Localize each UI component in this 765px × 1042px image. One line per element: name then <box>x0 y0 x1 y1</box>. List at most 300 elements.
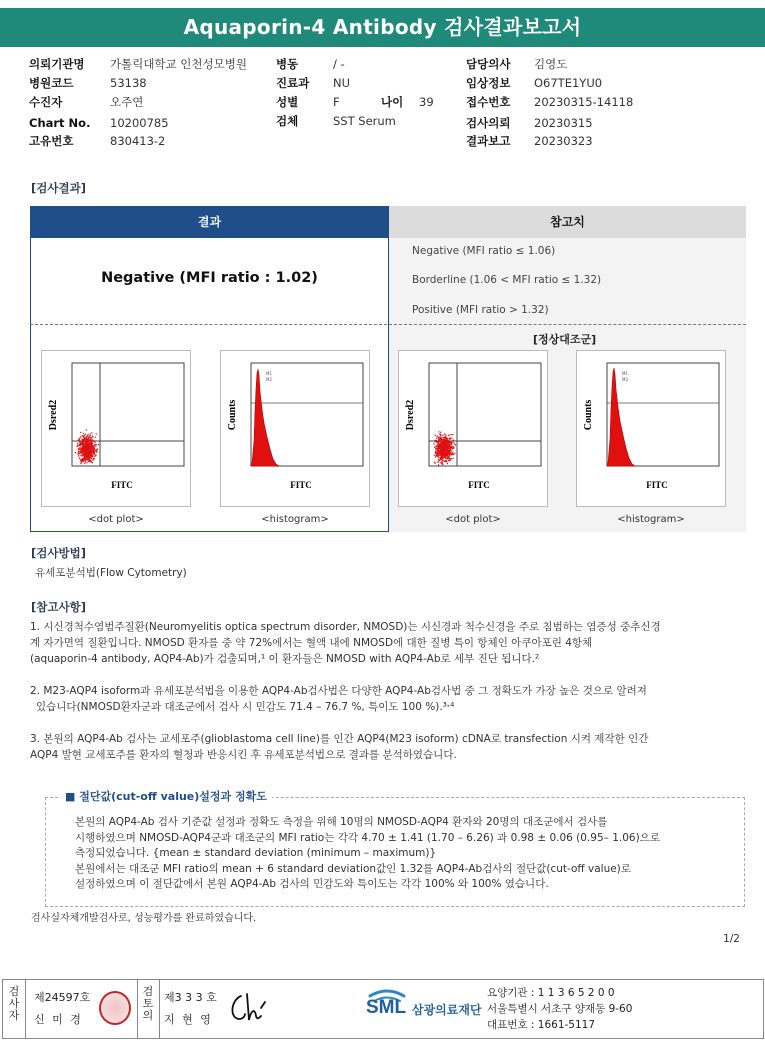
scatter-dot <box>448 442 449 443</box>
scatter-dot <box>444 439 445 440</box>
normal-control-label: [정상대조군] <box>533 333 597 346</box>
cutoff-title: ■ 절단값(cut-off value)설정과 정확도 <box>60 788 272 804</box>
scatter-dot <box>444 447 445 448</box>
scatter-dot <box>441 457 442 458</box>
cutoff-line-2: 시행하였으며 NMOSD-AQP4군과 대조군의 MFI ratio는 각각 4.70 ± 1.41 (1.70 – 6.26) 과 0.98 ± 0.06 (0.95– 1.06)으로 <box>75 831 660 844</box>
scatter-dot <box>455 444 456 445</box>
scatter-dot <box>84 452 85 453</box>
scatter-dot <box>444 450 445 451</box>
scatter-dot <box>77 443 78 444</box>
scatter-dot <box>84 448 85 449</box>
reference-borderline: Borderline (1.06 < MFI ratio ≤ 1.32) <box>412 274 602 286</box>
scatter-dot <box>448 460 449 461</box>
scatter-dot <box>441 454 442 455</box>
histogram-xlabel: FITC <box>290 480 312 490</box>
note-3-line-1: 3. 본원의 AQP4-Ab 검사는 교세포주(glioblastoma cell line)를 인간 AQP4(M23 isoform) cDNA로 transfection 시켜 제작한 인간 <box>30 733 649 745</box>
scatter-dot <box>439 452 440 453</box>
receipt-value: 20230315-14118 <box>534 95 634 109</box>
request-label: 검사의뢰 <box>466 116 511 130</box>
scatter-dot <box>93 454 94 455</box>
dot-plot-xlabel: FITC <box>111 480 133 490</box>
scatter-dot <box>86 462 87 463</box>
scatter-dot <box>438 443 439 444</box>
scatter-dot <box>448 435 449 436</box>
scatter-dot <box>80 463 81 464</box>
scatter-dot <box>83 437 84 438</box>
scatter-dot <box>82 450 83 451</box>
company-phone: 대표번호 : 1661-5117 <box>487 1019 596 1031</box>
scatter-dot <box>446 442 447 443</box>
scatter-dot <box>438 437 439 438</box>
dot-plot-patient <box>41 350 191 507</box>
dot-cluster <box>75 429 100 464</box>
scatter-dot <box>80 455 81 456</box>
scatter-dot <box>443 444 444 445</box>
report-title: Aquaporin-4 Antibody 검사결과보고서 <box>0 8 765 47</box>
scatter-dot <box>435 440 436 441</box>
scatter-dot <box>91 447 92 448</box>
doctor-value: 김영도 <box>534 57 568 71</box>
scatter-dot <box>86 429 87 430</box>
scatter-dot <box>86 436 87 437</box>
examiner-name: 신 미 경 <box>34 1013 83 1026</box>
scatter-dot <box>86 451 87 452</box>
scatter-dot <box>85 451 86 452</box>
scatter-dot <box>81 461 82 462</box>
reference-negative: Negative (MFI ratio ≤ 1.06) <box>412 245 556 257</box>
scatter-dot <box>442 437 443 438</box>
ward-label: 병동 <box>276 57 299 71</box>
scatter-dot <box>435 435 436 436</box>
scatter-dot <box>82 455 83 456</box>
scatter-dot <box>75 452 76 453</box>
scatter-dot <box>82 443 83 444</box>
report-value: 20230323 <box>534 134 593 148</box>
scatter-dot <box>77 445 78 446</box>
scatter-dot <box>441 460 442 461</box>
scatter-dot <box>451 437 452 438</box>
company-code: 요양기관 : 1 1 3 6 5 2 0 0 <box>487 987 615 999</box>
company-name: 삼광의료재단 <box>412 1003 482 1017</box>
dot-plot-ylabel: Dsred2 <box>405 399 416 431</box>
dept-value: NU <box>333 76 351 90</box>
scatter-dot <box>439 444 440 445</box>
age-value: 39 <box>419 95 434 109</box>
scatter-dot <box>439 446 440 447</box>
histogram-xlabel: FITC <box>646 480 668 490</box>
scatter-dot <box>83 451 84 452</box>
unique-no-value: 830413-2 <box>110 134 166 148</box>
hospital-code-label: 병원코드 <box>29 76 74 90</box>
histogram-patient <box>220 350 370 507</box>
scatter-dot <box>442 446 443 447</box>
scatter-dot <box>453 454 454 455</box>
scatter-dot <box>452 442 453 443</box>
ward-value: / - <box>333 57 345 71</box>
scatter-dot <box>438 431 439 432</box>
scatter-dot <box>91 441 92 442</box>
scatter-dot <box>438 448 439 449</box>
scatter-dot <box>85 461 86 462</box>
scatter-dot <box>79 458 80 459</box>
scatter-dot <box>88 448 89 449</box>
scatter-dot <box>98 444 99 445</box>
scatter-dot <box>435 441 436 442</box>
dot-plot-xlabel: FITC <box>468 480 490 490</box>
method-text: 유세포분석법(Flow Cytometry) <box>35 567 187 579</box>
sex-value: F <box>333 95 340 109</box>
specimen-label: 검체 <box>276 114 299 128</box>
scatter-dot <box>437 461 438 462</box>
scatter-dot <box>446 447 447 448</box>
scatter-dot <box>91 461 92 462</box>
scatter-dot <box>86 459 87 460</box>
scatter-dot <box>82 459 83 460</box>
scatter-dot <box>444 448 445 449</box>
scatter-dot <box>444 455 445 456</box>
scatter-dot <box>78 440 79 441</box>
page-number: 1/2 <box>723 933 740 945</box>
scatter-dot <box>444 460 445 461</box>
scatter-dot <box>92 456 93 457</box>
scatter-dot <box>441 463 442 464</box>
scatter-dot <box>452 452 453 453</box>
recipient-label: 수진자 <box>29 95 63 109</box>
scatter-dot <box>437 444 438 445</box>
scatter-dot <box>84 441 85 442</box>
age-label: 나이 <box>381 95 404 109</box>
scatter-dot <box>451 447 452 448</box>
doctor-label: 담당의사 <box>466 57 511 71</box>
scatter-dot <box>90 443 91 444</box>
receipt-label: 접수번호 <box>466 95 511 109</box>
svg-text:M1: M1 <box>266 371 272 376</box>
dept-label: 진료과 <box>276 76 310 90</box>
svg-text:M2: M2 <box>622 377 628 382</box>
scatter-dot <box>436 448 437 449</box>
scatter-dot <box>434 447 435 448</box>
dot-cluster <box>434 431 457 466</box>
scatter-dot <box>83 435 84 436</box>
scatter-dot <box>83 460 84 461</box>
examiner-license: 제24597호 <box>34 991 91 1004</box>
scatter-dot <box>434 462 435 463</box>
scatter-dot <box>445 458 446 459</box>
histogram-caption: <histogram> <box>617 514 685 525</box>
scatter-dot <box>80 432 81 433</box>
scatter-dot <box>91 440 92 441</box>
reference-positive: Positive (MFI ratio > 1.32) <box>412 304 549 316</box>
scatter-dot <box>95 446 96 447</box>
scatter-dot <box>441 446 442 447</box>
scatter-dot <box>450 434 451 435</box>
scatter-dot <box>90 451 91 452</box>
scatter-dot <box>92 449 93 450</box>
histogram-peak <box>607 368 635 466</box>
scatter-dot <box>87 434 88 435</box>
confirmer-vertical-label: 검 토 의 <box>142 985 154 1022</box>
scatter-dot <box>85 446 86 447</box>
scatter-dot <box>88 446 89 447</box>
scatter-dot <box>90 433 91 434</box>
note-1-line-3: (aquaporin-4 antibody, AQP4-Ab)가 검출되며,¹ 이 환자들은 NMOSD with AQP4-Ab로 세부 진단 됩니다.² <box>30 653 540 665</box>
scatter-dot <box>89 457 90 458</box>
chart-value: 10200785 <box>110 116 169 130</box>
scatter-dot <box>437 453 438 454</box>
scatter-dot <box>84 463 85 464</box>
scatter-dot <box>88 441 89 442</box>
scatter-dot <box>449 453 450 454</box>
scatter-dot <box>80 436 81 437</box>
scatter-dot <box>434 443 435 444</box>
cutoff-line-5: 설정하였으며 이 절단값에서 본원 AQP4-Ab 검사의 민감도와 특이도는 각각 100% 와 100% 였습니다. <box>75 878 549 890</box>
scatter-dot <box>449 450 450 451</box>
scatter-dot <box>450 458 451 459</box>
scatter-dot <box>446 458 447 459</box>
scatter-dot <box>450 446 451 447</box>
scatter-dot <box>438 464 439 465</box>
dot-plot-caption: <dot plot> <box>445 514 501 525</box>
scatter-dot <box>81 453 82 454</box>
scatter-dot <box>90 446 91 447</box>
scatter-dot <box>452 434 453 435</box>
reference-header: 참고치 <box>389 206 746 238</box>
scatter-dot <box>435 452 436 453</box>
scatter-dot <box>441 441 442 442</box>
scatter-dot <box>79 452 80 453</box>
scatter-dot <box>85 455 86 456</box>
scatter-dot <box>438 438 439 439</box>
scatter-dot <box>90 442 91 443</box>
svg-text:M2: M2 <box>266 377 272 382</box>
specimen-value: SST Serum <box>333 114 396 128</box>
scatter-dot <box>88 458 89 459</box>
institution-value: 가톨릭대학교 인천성모병원 <box>110 57 247 71</box>
scatter-dot <box>436 446 437 447</box>
scatter-dot <box>447 463 448 464</box>
clinical-label: 임상정보 <box>466 76 511 90</box>
clinical-value: O67TE1YU0 <box>534 76 603 90</box>
scatter-dot <box>92 443 93 444</box>
scatter-dot <box>444 443 445 444</box>
scatter-dot <box>89 450 90 451</box>
scatter-dot <box>441 453 442 454</box>
scatter-dot <box>80 437 81 438</box>
institution-label: 의뢰기관명 <box>29 57 85 71</box>
sex-label: 성별 <box>276 95 299 109</box>
scatter-dot <box>89 440 90 441</box>
scatter-dot <box>444 433 445 434</box>
scatter-dot <box>91 432 92 433</box>
scatter-dot <box>96 449 97 450</box>
notes-section-title: [참고사항] <box>31 600 86 614</box>
scatter-dot <box>84 454 85 455</box>
scatter-dot <box>82 458 83 459</box>
company-address: 서울특별시 서초구 양재동 9-60 <box>487 1003 633 1015</box>
scatter-dot <box>78 455 79 456</box>
result-header: 결과 <box>30 206 389 238</box>
examiner-vertical-label: 검 사 자 <box>8 985 20 1022</box>
scatter-dot <box>449 439 450 440</box>
scatter-dot <box>88 452 89 453</box>
signature-icon <box>225 988 269 1028</box>
scatter-dot <box>94 442 95 443</box>
scatter-dot <box>90 439 91 440</box>
note-2-line-2: 있습니다(NMOSD환자군과 대조군에서 검사 시 민감도 71.4 – 76.7 %, 특이도 100 %).³˒⁴ <box>36 701 455 713</box>
scatter-dot <box>78 445 79 446</box>
scatter-dot <box>91 454 92 455</box>
scatter-dot <box>88 437 89 438</box>
scatter-dot <box>454 453 455 454</box>
scatter-dot <box>95 437 96 438</box>
scatter-dot <box>452 458 453 459</box>
scatter-dot <box>82 439 83 440</box>
scatter-dot <box>439 434 440 435</box>
scatter-dot <box>85 439 86 440</box>
scatter-dot <box>441 444 442 445</box>
company-logo-text: SML <box>366 997 407 1018</box>
note-1-line-2: 계 자가면역 질환입니다. NMOSD 환자를 중 약 72%에서는 혈액 내에 NMOSD에 대한 질병 특이 항체인 아쿠아포린 4항체 <box>30 637 593 649</box>
histogram-control <box>576 350 726 507</box>
scatter-dot <box>83 433 84 434</box>
scatter-dot <box>96 452 97 453</box>
scatter-dot <box>453 439 454 440</box>
scatter-dot <box>438 454 439 455</box>
scatter-dot <box>449 448 450 449</box>
examiner-seal-icon <box>99 991 131 1025</box>
scatter-dot <box>446 461 447 462</box>
note-3-line-2: AQP4 발현 교세포주를 환자의 혈청과 반응시킨 후 유세포분석법으로 결과를 분석하였습니다. <box>30 749 457 761</box>
scatter-dot <box>86 439 87 440</box>
cutoff-line-4: 본원에서는 대조군 MFI ratio의 mean + 6 standard deviation값인 1.32를 AQP4-Ab검사의 절단값(cut-off value)로 <box>75 862 631 875</box>
scatter-dot <box>88 456 89 457</box>
scatter-dot <box>83 453 84 454</box>
scatter-dot <box>80 448 81 449</box>
scatter-dot <box>446 449 447 450</box>
histogram-peak <box>251 369 279 466</box>
method-section-title: [검사방법] <box>31 546 86 560</box>
scatter-dot <box>92 452 93 453</box>
scatter-dot <box>442 442 443 443</box>
scatter-dot <box>89 454 90 455</box>
scatter-dot <box>81 444 82 445</box>
chart-label: Chart No. <box>29 116 91 130</box>
scatter-dot <box>96 433 97 434</box>
hospital-code-value: 53138 <box>110 76 147 90</box>
scatter-dot <box>448 457 449 458</box>
scatter-dot <box>439 450 440 451</box>
scatter-dot <box>96 444 97 445</box>
scatter-dot <box>81 442 82 443</box>
scatter-dot <box>447 455 448 456</box>
svg-text:M1: M1 <box>622 371 628 376</box>
recipient-value: 오주연 <box>110 95 144 109</box>
scatter-dot <box>94 452 95 453</box>
scatter-dot <box>78 452 79 453</box>
histogram-ylabel: Counts <box>227 399 238 431</box>
scatter-dot <box>85 434 86 435</box>
scatter-dot <box>436 438 437 439</box>
scatter-dot <box>440 432 441 433</box>
scatter-dot <box>445 456 446 457</box>
scatter-dot <box>83 438 84 439</box>
scatter-dot <box>442 435 443 436</box>
scatter-dot <box>439 459 440 460</box>
scatter-dot <box>95 454 96 455</box>
scatter-dot <box>94 456 95 457</box>
scatter-dot <box>92 460 93 461</box>
scatter-dot <box>447 438 448 439</box>
scatter-dot <box>451 454 452 455</box>
scatter-dot <box>91 437 92 438</box>
footer-note: 검사실자체개발검사로, 성능평가를 완료하였습니다. <box>31 913 257 924</box>
scatter-dot <box>451 444 452 445</box>
scatter-dot <box>94 444 95 445</box>
scatter-dot <box>78 448 79 449</box>
scatter-dot <box>85 444 86 445</box>
scatter-dot <box>90 453 91 454</box>
scatter-dot <box>443 460 444 461</box>
scatter-dot <box>445 448 446 449</box>
scatter-dot <box>448 451 449 452</box>
scatter-dot <box>88 443 89 444</box>
result-value: Negative (MFI ratio : 1.02) <box>101 270 318 286</box>
note-1-line-1: 1. 시신경척수염범주질환(Neuromyelitis optica spectrum disorder, NMOSD)는 시신경과 척수신경을 주로 침범하는 염증성 중추신경 <box>30 621 661 633</box>
scatter-dot <box>92 435 93 436</box>
scatter-dot <box>94 458 95 459</box>
scatter-dot <box>83 440 84 441</box>
scatter-dot <box>449 456 450 457</box>
cutoff-line-3: 측정되었습니다. {mean ± standard deviation (minimum – maximum)} <box>75 847 437 859</box>
scatter-dot <box>447 441 448 442</box>
results-divider <box>30 324 746 325</box>
scatter-dot <box>440 438 441 439</box>
histogram-ylabel: Counts <box>583 399 594 431</box>
scatter-dot <box>93 446 94 447</box>
scatter-dot <box>440 462 441 463</box>
scatter-dot <box>77 446 78 447</box>
request-value: 20230315 <box>534 116 593 130</box>
scatter-dot <box>447 449 448 450</box>
scatter-dot <box>440 434 441 435</box>
scatter-dot <box>451 450 452 451</box>
scatter-dot <box>80 441 81 442</box>
results-section-title: [검사결과] <box>31 181 86 195</box>
confirmer-license: 제3 3 3 호 <box>164 991 217 1004</box>
signature-footer <box>2 979 764 1039</box>
scatter-dot <box>90 435 91 436</box>
scatter-dot <box>88 457 89 458</box>
scatter-dot <box>436 455 437 456</box>
cutoff-line-1: 본원의 AQP4-Ab 검사 기준값 설정과 정확도 측정을 위해 10명의 NMOSD-AQP4 환자와 20명의 대조군에서 검사를 <box>75 816 608 828</box>
scatter-dot <box>85 441 86 442</box>
scatter-dot <box>80 460 81 461</box>
scatter-dot <box>83 443 84 444</box>
scatter-dot <box>446 452 447 453</box>
scatter-dot <box>86 454 87 455</box>
dot-plot-ylabel: Dsred2 <box>48 399 59 431</box>
cutoff-text <box>75 815 735 893</box>
report-label: 결과보고 <box>466 134 511 148</box>
scatter-dot <box>93 440 94 441</box>
scatter-dot <box>88 451 89 452</box>
scatter-dot <box>442 451 443 452</box>
scatter-dot <box>445 434 446 435</box>
scatter-dot <box>435 456 436 457</box>
scatter-dot <box>434 455 435 456</box>
scatter-dot <box>441 449 442 450</box>
scatter-dot <box>78 453 79 454</box>
